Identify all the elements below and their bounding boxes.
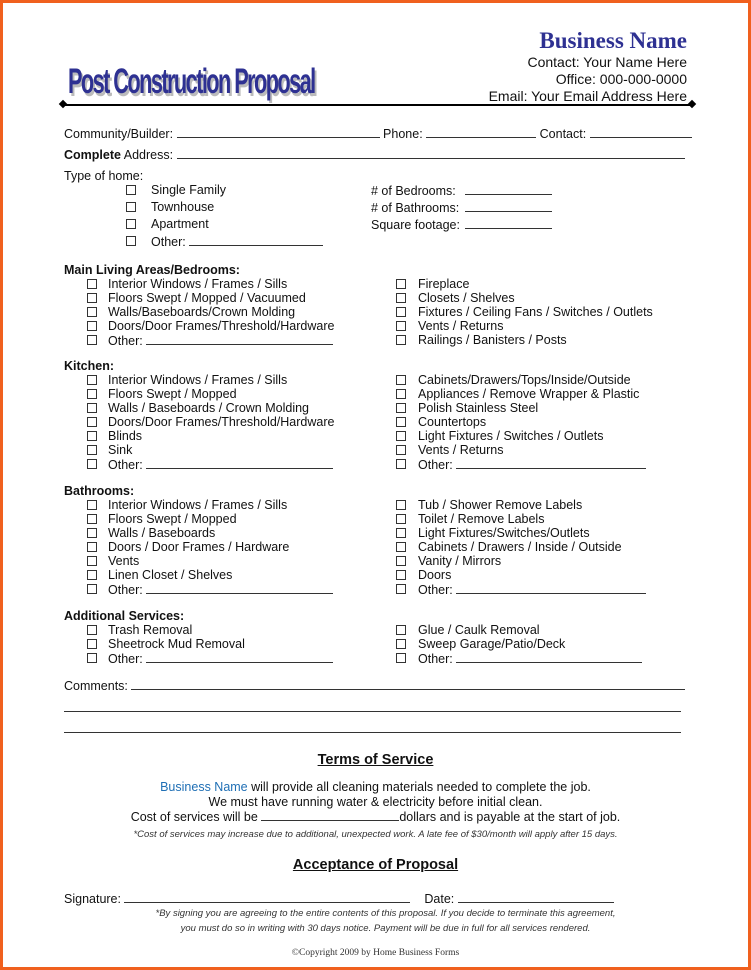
item-text: Other: xyxy=(108,334,143,348)
checkbox[interactable] xyxy=(87,321,97,331)
item-text: Light Fixtures / Switches / Outlets xyxy=(418,429,604,443)
item-text: Cabinets / Drawers / Inside / Outside xyxy=(418,540,622,554)
other-field[interactable] xyxy=(189,234,323,246)
item-text: Tub / Shower Remove Labels xyxy=(418,498,583,512)
other-field[interactable] xyxy=(146,457,333,469)
phone-label: Phone: xyxy=(383,127,423,141)
cost-suffix: dollars and is payable at the start of job. xyxy=(399,810,621,824)
checklist-item-label xyxy=(418,333,567,347)
item-text: Doors xyxy=(418,568,452,582)
address-row xyxy=(64,147,685,162)
checkbox[interactable] xyxy=(396,570,406,580)
checklist-item-label xyxy=(418,373,631,387)
checklist-item-label xyxy=(418,387,639,401)
copyright: ©Copyright 2009 by Home Business Forms xyxy=(291,948,460,958)
header-contact: Contact: Your Name Here xyxy=(527,54,687,70)
item-text: Appliances / Remove Wrapper & Plastic xyxy=(418,387,640,401)
checkbox[interactable] xyxy=(87,542,97,552)
checkbox[interactable] xyxy=(396,584,406,594)
item-text: Doors / Door Frames / Hardware xyxy=(108,540,290,554)
checkbox[interactable] xyxy=(87,335,97,345)
acceptance-heading: Acceptance of Proposal xyxy=(292,857,459,873)
signature-row xyxy=(64,891,614,906)
checklist-item-label xyxy=(108,582,333,597)
checkbox[interactable] xyxy=(87,514,97,524)
item-text: Walls / Baseboards xyxy=(108,526,216,540)
sqft-row xyxy=(371,217,552,232)
comments-label: Comments: xyxy=(64,679,128,693)
checklist-item-label xyxy=(108,443,132,457)
item-text: Other: xyxy=(418,583,453,597)
checklist-item-label xyxy=(418,623,540,637)
cost-label: Cost of services will be xyxy=(130,810,262,824)
checkbox[interactable] xyxy=(87,584,97,594)
section-heading: Main Living Areas/Bedrooms: xyxy=(64,263,240,277)
checklist-item-label xyxy=(418,554,501,568)
checkbox[interactable] xyxy=(396,542,406,552)
phone-field[interactable] xyxy=(426,126,536,138)
checklist-item-label xyxy=(108,637,245,651)
checkbox[interactable] xyxy=(87,403,97,413)
type-of-home-label: Type of home: xyxy=(64,169,144,183)
comments-row xyxy=(64,678,685,693)
bathrooms-label: # of Bathrooms: xyxy=(371,201,460,215)
checkbox[interactable] xyxy=(396,417,406,427)
checklist-item-label xyxy=(108,429,142,443)
divider-end-diamond xyxy=(59,100,67,108)
other-field[interactable] xyxy=(146,651,333,663)
item-text: Toilet / Remove Labels xyxy=(418,512,545,526)
checkbox[interactable] xyxy=(87,459,97,469)
item-text: Other: xyxy=(108,583,143,597)
checkbox[interactable] xyxy=(396,293,406,303)
checklist-item-label xyxy=(418,651,642,666)
other-field[interactable] xyxy=(456,582,646,594)
terms-note: *Cost of services may increase due to additional, unexpected work. A late fee of $30/month will apply after 15 days. xyxy=(133,829,618,840)
checkbox[interactable] xyxy=(87,639,97,649)
checklist-item-label xyxy=(151,183,226,197)
checkbox[interactable] xyxy=(87,293,97,303)
item-text: Sheetrock Mud Removal xyxy=(108,637,245,651)
item-text: Other: xyxy=(108,458,143,472)
other-field[interactable] xyxy=(456,651,642,663)
document-title: Post Construction Proposal xyxy=(68,62,315,101)
checkbox[interactable] xyxy=(396,389,406,399)
signature-field[interactable] xyxy=(124,891,410,903)
checklist-item-label xyxy=(418,568,451,582)
item-text: Cabinets/Drawers/Tops/Inside/Outside xyxy=(418,373,631,387)
item-text: Sink xyxy=(108,443,133,457)
item-text: Other: xyxy=(418,652,453,666)
comments-field[interactable] xyxy=(131,678,685,690)
checklist-item-label xyxy=(151,234,323,249)
checkbox[interactable] xyxy=(87,445,97,455)
checklist-item-label xyxy=(418,512,544,526)
checklist-item-label xyxy=(418,582,646,597)
checkbox[interactable] xyxy=(396,431,406,441)
item-text: Vents / Returns xyxy=(418,443,504,457)
checklist-item-label xyxy=(418,637,565,651)
bedrooms-label: # of Bedrooms: xyxy=(371,184,456,198)
checklist-item-label xyxy=(108,415,334,429)
checklist-item-label xyxy=(418,319,503,333)
item-text: Closets / Shelves xyxy=(418,291,515,305)
checkbox[interactable] xyxy=(396,653,406,663)
checklist-item-label xyxy=(108,277,287,291)
checkbox[interactable] xyxy=(396,307,406,317)
other-field[interactable] xyxy=(456,457,646,469)
checklist-item-label xyxy=(108,568,232,582)
acceptance-note-1: *By signing you are agreeing to the entire contents of this proposal. If you decide to terminate this agreement, xyxy=(155,908,616,919)
header-divider xyxy=(63,104,691,106)
terms-heading: Terms of Service xyxy=(317,752,434,768)
comments-line[interactable] xyxy=(64,711,681,712)
community-field[interactable] xyxy=(177,126,380,138)
business-name: Business Name xyxy=(539,28,687,53)
checklist-item-label xyxy=(108,401,309,415)
item-text: Fireplace xyxy=(418,277,470,291)
checkbox[interactable] xyxy=(126,236,136,246)
contact-field[interactable] xyxy=(590,126,692,138)
date-label: Date: xyxy=(424,892,455,906)
checkbox[interactable] xyxy=(126,202,136,212)
checklist-item-label xyxy=(108,623,192,637)
contact-label: Contact: xyxy=(539,127,587,141)
sqft-label: Square footage: xyxy=(371,218,460,232)
item-text: Polish Stainless Steel xyxy=(418,401,539,415)
item-text: Railings / Banisters / Posts xyxy=(418,333,567,347)
checkbox[interactable] xyxy=(87,389,97,399)
checklist-item-label xyxy=(418,498,582,512)
comments-line[interactable] xyxy=(64,732,681,733)
item-text: Vents / Returns xyxy=(418,319,504,333)
item-text: Light Fixtures/Switches/Outlets xyxy=(418,526,590,540)
checklist-item-label xyxy=(108,305,295,319)
checklist-item-label xyxy=(108,651,333,666)
checkbox[interactable] xyxy=(87,307,97,317)
section-heading: Additional Services: xyxy=(64,609,185,623)
item-text: Floors Swept / Mopped xyxy=(108,512,237,526)
item-text: Other: xyxy=(108,652,143,666)
date-field[interactable] xyxy=(458,891,614,903)
item-text: Interior Windows / Frames / Sills xyxy=(108,277,288,291)
bathrooms-field[interactable] xyxy=(465,200,552,212)
checklist-item-label xyxy=(418,415,486,429)
checklist-item-label xyxy=(108,291,306,305)
section-heading: Kitchen: xyxy=(64,359,114,373)
item-text: Other: xyxy=(151,235,186,249)
item-text: Floors Swept / Mopped / Vacuumed xyxy=(108,291,306,305)
checklist-item-label xyxy=(418,526,590,540)
checkbox[interactable] xyxy=(396,500,406,510)
bedrooms-field[interactable] xyxy=(465,183,552,195)
checkbox[interactable] xyxy=(396,556,406,566)
checklist-item-label xyxy=(108,387,237,401)
checklist-item-label xyxy=(151,217,209,231)
item-text: Townhouse xyxy=(151,200,215,214)
item-text: Apartment xyxy=(151,217,209,231)
checkbox[interactable] xyxy=(396,375,406,385)
item-text: Doors/Door Frames/Threshold/Hardware xyxy=(108,415,335,429)
checkbox[interactable] xyxy=(87,500,97,510)
address-bold-label: Complete xyxy=(64,148,121,162)
checkbox[interactable] xyxy=(87,528,97,538)
divider-end-diamond xyxy=(688,100,696,108)
checklist-item-label xyxy=(418,291,515,305)
checkbox[interactable] xyxy=(87,417,97,427)
checklist-item-label xyxy=(108,512,237,526)
section-heading: Bathrooms: xyxy=(64,484,135,498)
item-text: Trash Removal xyxy=(108,623,193,637)
item-text: Sweep Garage/Patio/Deck xyxy=(418,637,566,651)
item-text: Vents xyxy=(108,554,140,568)
terms-line-2: We must have running water & electricity before initial clean. xyxy=(208,795,543,809)
item-text: Interior Windows / Frames / Sills xyxy=(108,498,288,512)
checkbox[interactable] xyxy=(396,279,406,289)
other-field[interactable] xyxy=(146,582,333,594)
header-office: Office: 000-000-0000 xyxy=(555,71,687,87)
checkbox[interactable] xyxy=(396,321,406,331)
item-text: Walls/Baseboards/Crown Molding xyxy=(108,305,296,319)
checklist-item-label xyxy=(418,305,653,319)
checkbox[interactable] xyxy=(396,335,406,345)
checkbox[interactable] xyxy=(396,528,406,538)
checklist-item-label xyxy=(418,457,646,472)
cost-field[interactable] xyxy=(261,809,399,821)
checkbox[interactable] xyxy=(396,459,406,469)
other-field[interactable] xyxy=(146,333,333,345)
bathrooms-row xyxy=(371,200,552,215)
item-text: Blinds xyxy=(108,429,143,443)
terms-business-name: Business Name xyxy=(160,780,248,794)
item-text: Linen Closet / Shelves xyxy=(108,568,233,582)
checkbox[interactable] xyxy=(396,625,406,635)
checkbox[interactable] xyxy=(87,431,97,441)
item-text: Vanity / Mirrors xyxy=(418,554,502,568)
checkbox[interactable] xyxy=(87,653,97,663)
checklist-item-label xyxy=(418,277,469,291)
item-text: Floors Swept / Mopped xyxy=(108,387,237,401)
item-text: Interior Windows / Frames / Sills xyxy=(108,373,288,387)
checkbox[interactable] xyxy=(87,570,97,580)
terms-line-1 xyxy=(0,780,751,794)
item-text: Other: xyxy=(418,458,453,472)
checkbox[interactable] xyxy=(126,219,136,229)
bedrooms-row xyxy=(371,183,552,198)
address-label: Address: xyxy=(123,148,174,162)
item-text: Countertops xyxy=(418,415,487,429)
checklist-item-label xyxy=(108,373,287,387)
checklist-item-label xyxy=(108,498,287,512)
checkbox[interactable] xyxy=(87,556,97,566)
terms-line-3 xyxy=(0,809,751,824)
checklist-item-label xyxy=(108,457,333,472)
checklist-item-label xyxy=(108,554,139,568)
checklist-item-label xyxy=(108,526,215,540)
header-email: Email: Your Email Address Here xyxy=(488,88,687,104)
checklist-item-label xyxy=(418,401,538,415)
sqft-field[interactable] xyxy=(465,217,552,229)
checklist-item-label xyxy=(108,319,334,333)
community-label: Community/Builder: xyxy=(64,127,174,141)
terms-line-1-text: will provide all cleaning materials needed to complete the job. xyxy=(247,780,591,794)
checklist-item-label xyxy=(418,443,503,457)
checkbox[interactable] xyxy=(126,185,136,195)
checkbox[interactable] xyxy=(87,625,97,635)
checklist-item-label xyxy=(151,200,214,214)
checkbox[interactable] xyxy=(87,279,97,289)
community-row xyxy=(64,126,692,141)
item-text: Walls / Baseboards / Crown Molding xyxy=(108,401,310,415)
signature-label: Signature: xyxy=(64,892,121,906)
address-field[interactable] xyxy=(177,147,685,159)
item-text: Doors/Door Frames/Threshold/Hardware xyxy=(108,319,335,333)
checkbox[interactable] xyxy=(396,514,406,524)
checkbox[interactable] xyxy=(396,639,406,649)
checklist-item-label xyxy=(418,429,604,443)
acceptance-note-2: you must do so in writing with 30 days notice. Payment will be due in full for all services rendered. xyxy=(180,923,591,934)
checkbox[interactable] xyxy=(396,403,406,413)
checklist-item-label xyxy=(108,333,333,348)
checkbox[interactable] xyxy=(396,445,406,455)
item-text: Single Family xyxy=(151,183,227,197)
checklist-item-label xyxy=(108,540,289,554)
item-text: Fixtures / Ceiling Fans / Switches / Outlets xyxy=(418,305,653,319)
checklist-item-label xyxy=(418,540,622,554)
checkbox[interactable] xyxy=(87,375,97,385)
item-text: Glue / Caulk Removal xyxy=(418,623,540,637)
